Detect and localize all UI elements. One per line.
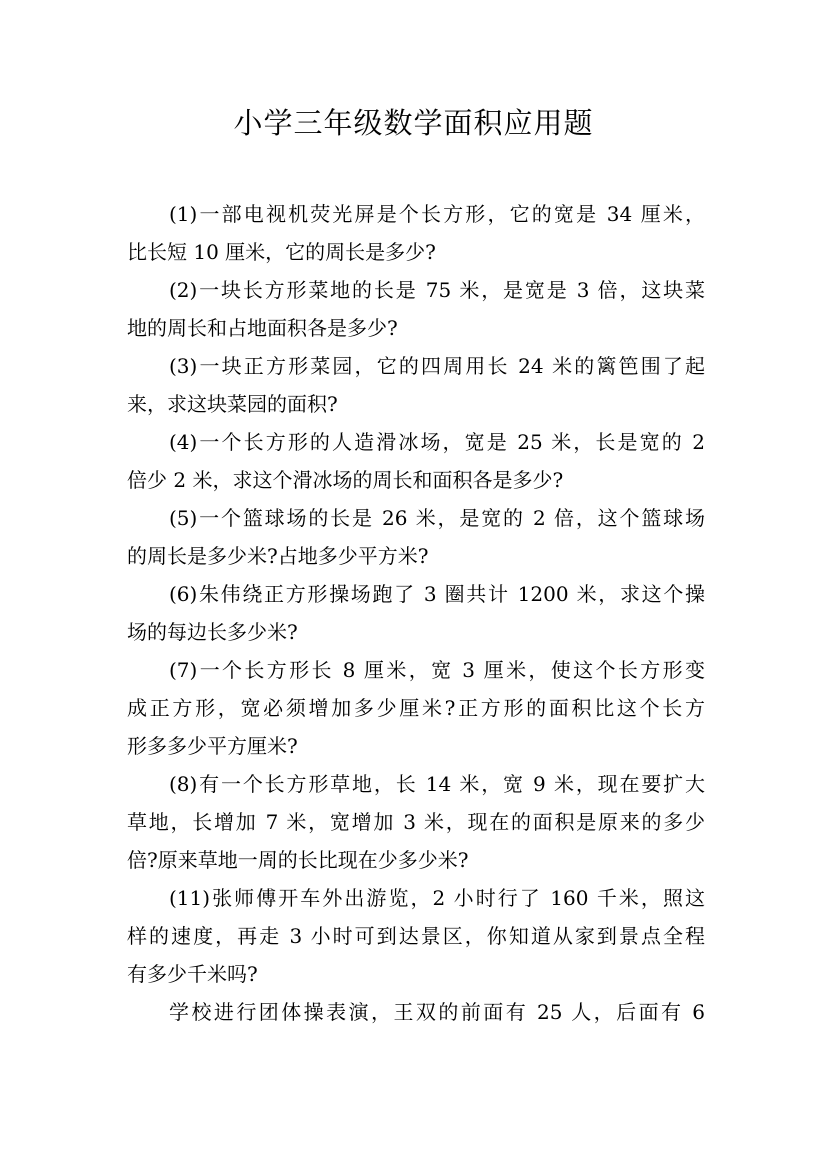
paragraph-line: 来，求这块菜园的面积?	[127, 392, 338, 416]
question-2	[127, 271, 705, 347]
paragraph-line: 地的周长和占地面积各是多少?	[127, 316, 398, 340]
question-7	[127, 651, 705, 765]
document-title: 小学三年级数学面积应用题	[233, 106, 594, 140]
question-4	[127, 423, 705, 499]
paragraph-line: (3)一块正方形菜园，它的四周用长 24 米的篱笆围了起	[169, 354, 705, 378]
question-5	[127, 499, 705, 575]
paragraph-line: (11)张师傅开车外出游览，2 小时行了 160 千米，照这	[169, 886, 705, 910]
paragraph-line: (1)一部电视机荧光屏是个长方形，它的宽是 34 厘米，	[169, 202, 705, 226]
paragraph-line: 成正方形，宽必须增加多少厘米?正方形的面积比这个长方	[127, 696, 705, 720]
paragraph-line: 草地，长增加 7 米，宽增加 3 米，现在的面积是原来的多少	[127, 810, 705, 834]
question-8	[127, 765, 705, 879]
paragraph-line: 学校进行团体操表演，王双的前面有 25 人，后面有 6	[169, 1000, 705, 1024]
paragraph-line: 比长短 10 厘米，它的周长是多少?	[127, 240, 436, 264]
paragraph-line: 有多少千米吗?	[127, 962, 258, 986]
question-group-exercise	[127, 993, 705, 1031]
paragraph-line: 倍少 2 米，求这个滑冰场的周长和面积各是多少?	[127, 468, 564, 492]
paragraph-line: (4)一个长方形的人造滑冰场，宽是 25 米，长是宽的 2	[169, 430, 705, 454]
paragraph-line: 的周长是多少米?占地多少平方米?	[127, 544, 429, 568]
question-1	[127, 195, 705, 271]
paragraph-line: (2)一块长方形菜地的长是 75 米，是宽是 3 倍，这块菜	[169, 278, 705, 302]
paragraph-line: (5)一个篮球场的长是 26 米，是宽的 2 倍，这个篮球场	[169, 506, 705, 530]
paragraph-line: (8)有一个长方形草地，长 14 米，宽 9 米，现在要扩大	[169, 772, 705, 796]
question-3	[127, 347, 705, 423]
paragraph-line: (6)朱伟绕正方形操场跑了 3 圈共计 1200 米，求这个操	[169, 582, 705, 606]
paragraph-line: 倍?原来草地一周的长比现在少多少米?	[127, 848, 469, 872]
paragraph-line: 样的速度，再走 3 小时可到达景区，你知道从家到景点全程	[127, 924, 705, 948]
paragraph-line: (7)一个长方形长 8 厘米，宽 3 厘米，使这个长方形变	[169, 658, 705, 682]
question-11	[127, 879, 705, 993]
paragraph-line: 形多多少平方厘米?	[127, 734, 298, 758]
paragraph-line: 场的每边长多少米?	[127, 620, 298, 644]
document-body	[127, 195, 705, 1031]
question-6	[127, 575, 705, 651]
